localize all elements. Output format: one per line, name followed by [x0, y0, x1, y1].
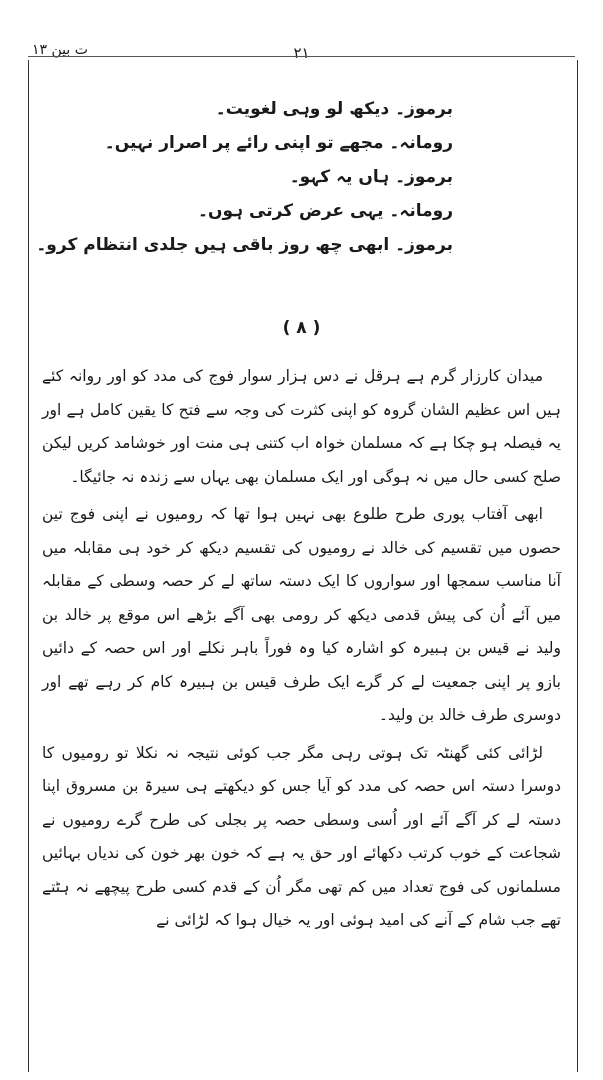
dialogue-line: رومانہ۔ مجھے تو اپنی رائے پر اصرار نہیں۔ [104, 133, 453, 153]
dialogue-line: برموز۔ ہاں یہ کہو۔ [289, 167, 453, 187]
dialogue-line: برموز۔ دیکھ لو وہی لغویت۔ [215, 99, 453, 119]
dialogue-line: برموز۔ ابھی چھ روز باقی ہیں جلدی انتظام کرو۔ [36, 235, 453, 255]
paragraph: ابھی آفتاب پوری طرح طلوع بھی نہیں ہوا تھا کہ رومیوں نے اپنی فوج تین حصوں میں تقسیم کی خالد نے رومیوں کی تقسیم دیکھ کر خود ہی مقابلہ میں آنا مناسب سمجھا اور سواروں کا ایک دستہ ساتھ لے کر حصہ وسطی کے مقابلہ میں آئے اُن کی پیش قدمی دیکھ کر رومی بھی آگے بڑھے اس موقع پر خالد بن ولید نے قیس بن ہبیرہ کو اشارہ کیا وہ فوراً باہر نکلے اور اس حصہ کے دائیں بازو پر اپنی جمعیت لے کر گرے ایک طرف قیس بن ہبیرہ کام کر رہے تھے اور دوسری طرف خالد بن ولید۔ [42, 505, 561, 724]
paragraph: لڑائی کئی گھنٹہ تک ہوتی رہی مگر جب کوئی نتیجہ نہ نکلا تو رومیوں کا دوسرا دستہ اس حصہ کی مدد کو آیا جس کو دیکھتے ہی سیرۃ بن مسروق اپنا دستہ لے کر آگے آئے اور اُسی وسطی حصہ پر بجلی کی طرح گرے رومیوں نے شجاعت کے خوب کرتب دکھائے اور حق یہ ہے کہ خون بھر خون کی ندیاں بہائیں مسلمانوں کی فوج تعداد میں کم تھی مگر اُن کے قدم کسی طرح پیچھے نہ ہٹتے تھے جب شام کے آنے کی امید ہوئی اور یہ خیال ہوا کہ لڑائی نے [42, 743, 561, 929]
page-number: ۲۱ [293, 44, 310, 62]
body-text [42, 360, 561, 942]
section-number: ( ۸ ) [282, 318, 321, 338]
dialogue-line: رومانہ۔ یہی عرض کرتی ہوں۔ [198, 201, 453, 221]
paragraph: میدان کارزار گرم ہے ہرقل نے دس ہزار سوار فوج کی مدد کو اور روانہ کئے ہیں اس عظیم الشان گروہ کو اپنی کثرت کی وجہ سے فتح کا یقین کامل ہے اور یہ فیصلہ ہو چکا ہے کہ مسلمان خواہ اب کتنی ہی منت اور خوشامد کریں لیکن صلح کسی حال میں نہ ہوگی اور ایک مسلمان بھی یہاں سے زندہ نہ جائیگا۔ [42, 367, 561, 486]
running-head: ت بین ۱۳ [32, 42, 88, 58]
dialogue-block [36, 92, 453, 262]
header-divider [28, 56, 575, 57]
